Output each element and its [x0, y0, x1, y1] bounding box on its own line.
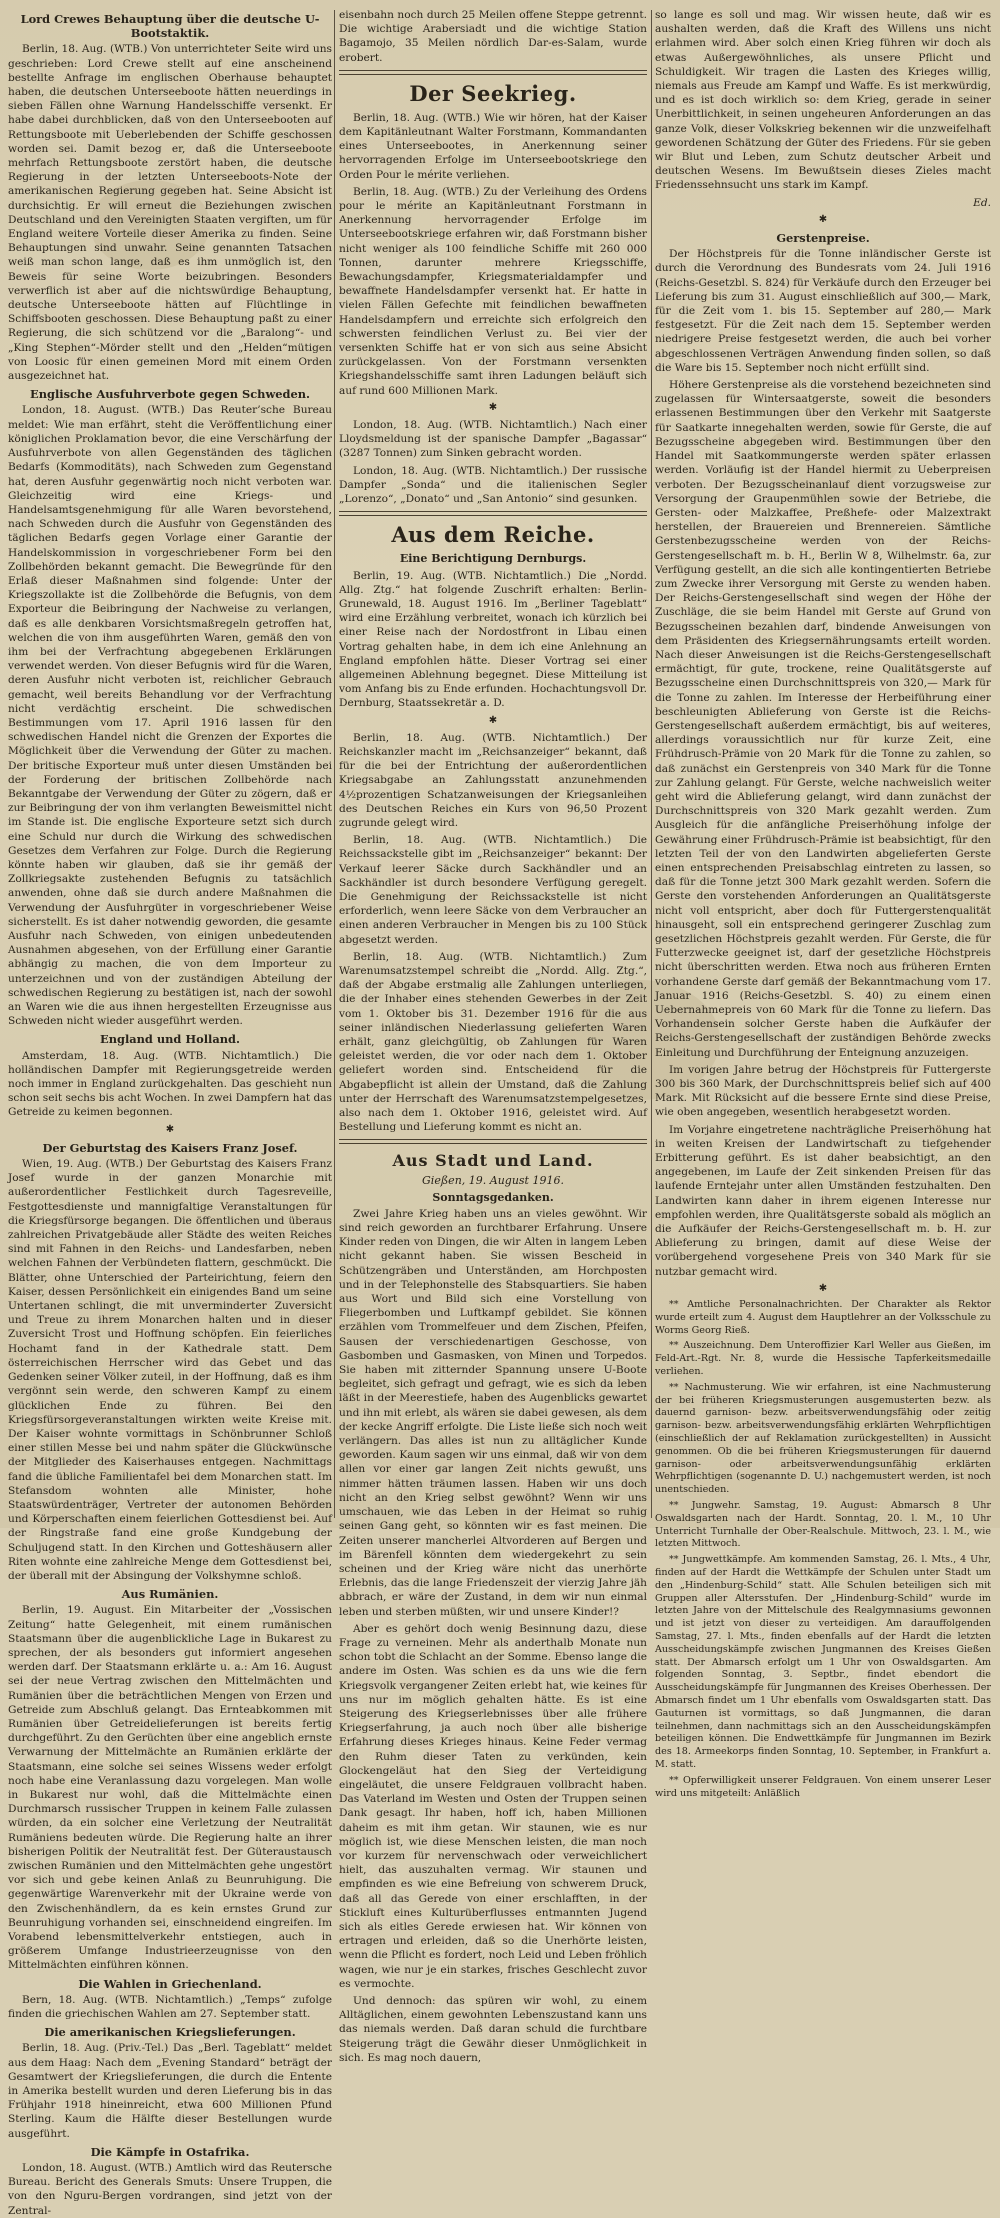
article-kriegsabgabe: Berlin, 18. Aug. (WTB. Nichtamtlich.) Der Reichskanzler macht im „Reichsanzeiger“ bekannt, daß für die bei der Entrichtung der außerordentlichen Kriegsabgabe an Zahlungsstatt anzunehmenden 4½prozentigen Schatzanweisungen der Kriegsanleihen des Deutschen Reiches ein Kurs von 96,50 Prozent zugrunde gelegt wird.	[339, 731, 647, 829]
subheadline-sonntagsgedanken: Sonntagsgedanken.	[432, 1190, 554, 1204]
article-saecke: Berlin, 18. Aug. (WTB. Nichtamtlich.) Die Reichssackstelle gibt im „Reichsanzeiger“ bekannt: Der Verkauf leerer Säcke durch Sackhändler und an Sackhändler ist durch besondere Verfügung geregelt. Die Genehmigung der Reichssackstelle ist nicht erforderlich, wenn leere Säcke von dem Verbraucher an einen anderen Verbraucher in Mengen bis zu 100 Stück abgesetzt werden.	[339, 834, 647, 946]
article-gerstenpreise-2: Höhere Gerstenpreise als die vorstehend bezeichneten sind zugelassen für Wintersaatgerste, soweit die besonders erlassenen Bestimmungen über den Verkehr mit Saatgerste für Saatkarte innegehalten werden, sowie für Gerste, die auf Bezugsscheine abgegeben wird. Bestimmungen über den Handel mit Saatkommungerste werden später erlassen werden. Vorläufig ist der Handel hiermit zu Ueberpreisen verboten. Der Bezugsscheinanlauf dient vorzugsweise zur Versorgung der Graupenmühlen sowie der Betriebe, die Gersten- oder Malzkaffee, Preßhefe- oder Malzextrakt herstellen, der Brauereien und Brennereien. Sämtliche Gerstenbezugsscheine werden von der Reichs-Gerstengesellschaft m. b. H., Berlin W 8, Wilhelmstr. 6a, zur Verfügung gestellt, an die sich alle kontingentierten Betriebe zum Zwecke ihrer Versorgung mit Gerste zu wenden haben. Der Reichs-Gerstengesellschaft sind wegen der Höhe der Zuschläge, die sie beim Handel mit Gerste auf Grund von Bezugsscheinen bezahlen darf, bindende Anweisungen von dem Präsidenten des Kriegsernährungsamts erteilt worden. Nach dieser Anweisungen ist die Reichs-Gerstengesellschaft ermächtigt, für gute, trockene, reine Qualitätsgerste auf Bezugsscheine einen Durchschnittspreis von 320,— Mark für die Tonne zu zahlen. Im Interesse der Herbeiführung einer beschleunigten Ablieferung von Gerste ist die Reichs-Gerstengesellschaft außerdem ermächtigt, bis auf weiteres, allerdings voraussichtlich nur für kurze Zeit, eine Frühdrusch-Prämie von 20 Mark für die Tonne zu zahlen, so daß zunächst ein Gerstenpreis von 340 Mark für die Tonne zur Zahlung gelangt. Für Gerste, welche nachweislich weiter geht wird die Ablieferung gelangt, wird dann zunächst der Durchschnittspreis von 320 Mark gezahlt werden. Zum Ausgleich für die anfängliche Preiserhöhung infolge der Gewährung einer Frühdrusch-Prämie ist beabsichtigt, für den letzten Teil der von den Landwirten abgelieferten Gerste einen entsprechenden Preisabschlag eintreten zu lassen, so daß für die Tonne jetzt 300 Mark gezahlt werden. Sofern die Gerste den vorstehenden Anforderungen an Qualitätsgerste nicht voll entspricht, aber doch für Futtergerstenqualität hinausgeht, soll ein entsprechend geringerer Zuschlag zum gesetzlichen Höchstpreis gezahlt werden. Für Gerste, die für Futterzwecke geeignet ist, darf der gesetzliche Höchstpreis nicht überschritten werden. Etwa noch aus früheren Ernten vorhandene Gerste darf gemäß der Bekanntmachung vom 17. Januar 1916 (Reichs-Gesetzbl. S. 40) zu einem einen Uebernahmepreis von 60 Mark für die Tonne zu liefern. Das Vorhandensein solcher Gerste haben die Aufkäufer der Reichs-Gerstengesellschaft der zuständigen Behörde zwecks Einleitung und Durchführung der Enteignung anzuzeigen.	[655, 379, 991, 1059]
headline-gerstenpreise: Gerstenpreise.	[776, 231, 870, 246]
notice-personalnachrichten: ** Amtliche Personalnachrichten. Der Charakter als Rektor wurde erteilt zum 4. August dem Hauptlehrer an der Volksschule zu Worms Georg Rieß.	[655, 1299, 991, 1336]
article-sonntagsgedanken-1: Zwei Jahre Krieg haben uns an vieles gewöhnt. Wir sind reich geworden an furchtbarer Erfahrung. Unsere Kinder reden von Dingen, die wir Alten in langem Leben nicht gekannt haben. Sie wissen Bescheid in Schützengräben und Unterständen, am Horchposten und in der Telephonstelle des Stabsquartiers. Sie haben aus Wort und Bild sich eine Vorstellung von Fliegerbomben und Luftkampf gebildet. Sie können erzählen vom Trommelfeuer und dem Zischen, Pfeifen, Sausen der verschiedenartigen Geschosse, von Gasbomben und Gasmasken, von Minen und Torpedos. Sie haben mit zitternder Spannung unsere U-Boote begleitet, sich gefragt und gefragt, wie es sich da leben läßt in der Meerestiefe, haben des Augenblicks gewartet und ihn mit erlebt, als wären sie dabei gewesen, als dem der kecke Angriff erfolgte. Die Liste ließe sich noch weit verlängern. Das alles ist nun zu alltäglicher Kunde geworden. Kaum sagen wir uns einmal, daß wir von dem allen vor einer gar langen Zeit nichts gewußt, uns nimmer hätten träumen lassen. Haben wir uns doch nicht an den Krieg selbst gewöhnt? Wenn wir uns umschauen, wie das Leben in der Heimat so ruhig seinen Gang geht, so könnten wir es fast meinen. Die Zeiten unserer mancherlei Altvorderen auf Bergen und im Bärenfell könnten dem wiedergekehrt zu sein scheinen und der Krieg wäre nicht das unerhörte Erlebnis, das die lange Friedenszeit der vierzig Jahre jäh abbrach, er wäre der Zustand, in dem wir nun einmal leben und sterben müßten, wir und unsere Kinder!?	[339, 1207, 647, 1618]
column-left	[8, 8, 332, 2217]
column-rule	[651, 10, 652, 1518]
separator-star: ✱	[488, 714, 498, 726]
notice-opferwilligkeit: ** Opferwilligkeit unserer Feldgrauen. Von einem unserer Leser wird uns mitgeteilt: Anläßlich	[655, 1774, 991, 1799]
headline-ausfuhrverbote: Englische Ausfuhrverbote gegen Schweden.	[30, 387, 310, 402]
headline-crewe: Lord Crewes Behauptung über die deutsche U-Bootstaktik.	[20, 12, 320, 41]
separator-star: ✱	[818, 213, 828, 225]
article-england-holland: Amsterdam, 18. Aug. (WTB. Nichtamtlich.) Die holländischen Dampfer mit Regierungsgetreide werden noch immer in England zurückgehalten. Das geschieht nun schon seit sechs bis acht Wochen. In zwei Dampfern hat das Getreide zu keimen begonnen.	[8, 1049, 332, 1119]
article-gerstenpreise-3: Im vorigen Jahre betrug der Höchstpreis für Futtergerste 300 bis 360 Mark, der Durchschnittspreis belief sich auf 400 Mark. Mit Rücksicht auf die bessere Ernte sind diese Preise, wie oben angegeben, wesentlich herabgesetzt worden.	[655, 1063, 991, 1119]
article-sonda: London, 18. Aug. (WTB. Nichtamtlich.) Der russische Dampfer „Sonda“ und die italienischen Segler „Lorenzo“, „Donato“ und „San Antonio“ sind gesunken.	[339, 464, 647, 506]
article-geburtstag: Wien, 19. Aug. (WTB.) Der Geburtstag des Kaisers Franz Josef wurde in der ganzen Monarchie mit außerordentlicher Festlichkeit durch Tagesreveille, Festgottesdienste und mannigfaltige Veranstaltungen für die Kriegsfürsorge begangen. Die öffentlichen und überaus zahlreichen Privatgebäude aller Städte des weiten Reiches sind mit Fahnen in den Reichs- und Landesfarben, neben welchen Fahnen der Verbündeten flattern, geschmückt. Die Blätter, ohne Unterschied der Parteirichtung, feiern den Kaiser, dessen Persönlichkeit ein einigendes Band um seine Untertanen schlingt, die mit unverminderter Zuversicht und Treue zu ihrem Monarchen halten und in dieser Zuversicht Trost und Hoffnung schöpfen. Ein feierliches Hochamt fand in der Kathedrale statt. Dem österreichischen Herrscher wird das Gebet und das Gedenken seiner Völker zuteil, in der Hoffnung, daß es ihm vergönnt sein werde, den schweren Kampf zu einem glücklichen Ende zu führen. Bei den Kriegsfürsorgeveranstaltungen wirkten weite Kreise mit. Der Kaiser wohnte vormittags in Schönbrunner Schloß einer stillen Messe bei und nahm später die Glückwünsche der Mitglieder des Kaiserhauses entgegen. Nachmittags fand die übliche Familientafel bei dem Monarchen statt. Im Stefansdom wohnten alle Minister, hohe Staatswürdenträger, Vertreter der autonomen Behörden und Körperschaften einem feierlichen Gottesdienst bei. Auf der Ringstraße fand eine große Kundgebung der Schuljugend statt. In den Kirchen und Gotteshäusern aller Riten wohnte eine zahlreiche Menge dem Gottesdienst bei, der überall mit der Absingung der Volkshymne schloß.	[8, 1158, 332, 1582]
section-rule	[339, 70, 647, 75]
headline-england-holland: England und Holland.	[100, 1032, 240, 1047]
notice-nachmusterung: ** Nachmusterung. Wie wir erfahren, ist eine Nachmusterung der bei früheren Kriegsmusterungen ausgemusterten bezw. als dauernd garnison- bezw. arbeitsverwendungsfähig oder zeitig garnison- bezw. arbeitsverwendungsfähig erklärten Wehrpflichtigen (einschließlich der auf Reklamation zurückgestellten) in Aussicht genommen. Ob die bei früheren Kriegsmusterungen für dauernd garnison- oder arbeitsverwendungsunfähig erklärten Wehrpflichtigen (sogenannte D. U.) nachgemustert werden, ist noch unentschieden.	[655, 1381, 991, 1496]
section-rule	[339, 1139, 647, 1144]
article-warenumsatzstempel: Berlin, 18. Aug. (WTB. Nichtamtlich.) Zum Warenumsatzstempel schreibt die „Nordd. Allg. Ztg.“, daß der Abgabe erstmalig alle Zahlungen unterliegen, die der Inhaber eines stehenden Gewerbes in der Zeit vom 1. Oktober bis 31. Dezember 1916 für die aus seiner inländischen Niederlassung gelieferten Waren erhält, ganz gleichgültig, ob Zahlungen für Waren geleistet werden, die vor oder nach dem 1. Oktober geliefert worden sind. Entscheidend für die Abgabepflicht ist allein der Umstand, daß die Zahlung unter der Herrschaft des Warenumsatzstempelgesetzes, also nach dem 1. Oktober 1916, geleistet wird. Auf Bestellung und Lieferung kommt es nicht an.	[339, 950, 647, 1134]
article-rumaenien: Berlin, 19. August. Ein Mitarbeiter der „Vossischen Zeitung“ hatte Gelegenheit, mit einem rumänischen Staatsmann über die augenblickliche Lage in Bukarest zu sprechen, der als besonders gut informiert angesehen werden darf. Der Staatsmann erklärte u. a.: Am 16. August sei der neue Vertrag zwischen den Mittelmächten und Rumänien über die beträchtlichen Mengen von Erzen und Getreide zum Abschluß gelangt. Das Ernteabkommen mit Rumänien über Getreidelieferungen ist bereits fertig durchgeführt. Zu den Gerüchten über eine angeblich ernste Verwarnung der Mittelmächte an Rumänien erklärte der Staatsmann, eine solche sei seines Wissens weder erfolgt noch habe eine Veranlassung dazu vorgelegen. Man wolle in Bukarest nur wohl, daß die Mittelmächte einen Durchmarsch russischer Truppen in keinem Falle zulassen würden, da ein solcher eine Verletzung der Neutralität Rumäniens bedeuten würde. Die Regierung halte an ihrer bisherigen Politik der Neutralität fest. Der Güteraustausch zwischen Rumänien und den Mittelmächten gehe ungestört vor sich und gebe keinen Anlaß zu Beunruhigung. Die gegenwärtige Warenverkehr mit der Ukraine werde von den Zwischenhändlern, da es kein ernstes Grund zur Beunruhigung vorhanden sei, einschneidend eingreifen. Im Vorabend lebensmittelverkehr entstiegen, auch in größerem Umfange Industrieerzeugnisse von den Mittelmächten einführen können.	[8, 1604, 332, 1972]
article-forstmann-detail: Berlin, 18. Aug. (WTB.) Zu der Verleihung des Ordens pour le mérite an Kapitänleutnant Forstmann in Anerkennung hervorragender Erfolge im Unterseebootskriege erfahren wir, daß Forstmann bisher nicht weniger als 100 feindliche Schiffe mit 260 000 Tonnen, darunter mehrere Kriegsschiffe, Bewachungsdampfer, Kriegsmaterialdampfer und bewaffnete Handelsdampfer versenkt hat. Er hatte in vielen Fällen Gefechte mit feindlichen bewaffneten Handelsdampfern und erreichte sich erfolgreich den schwersten feindlichen Verlust zu. Bei vier der versenkten Schiffe hat er von sich aus seine Absicht zurückgelassen. Von der Forstmann versenkten Kriegshandelsschiffe samt ihren Ladungen beläuft sich auf rund 600 Millionen Mark.	[339, 185, 647, 397]
article-gerstenpreise-1: Der Höchstpreis für die Tonne inländischer Gerste ist durch die Verordnung des Bundesrats vom 24. Juli 1916 (Reichs-Gesetzbl. S. 824) für Verkäufe durch den Erzeuger bei Lieferung bis zum 31. August einschließlich auf 300,— Mark, für die Zeit vom 1. bis 15. September auf 280,— Mark festgesetzt. Für die Zeit nach dem 15. September werden niedrigere Preise festgesetzt werden, die auch bei vorher abgeschlossenen Verträgen Anwendung finden sollen, so daß die Ware bis 15. September noch nicht erfüllt sind.	[655, 248, 991, 374]
article-sonntagsgedanken-2: Aber es gehört doch wenig Besinnung dazu, diese Frage zu verneinen. Mehr als anderthalb Monate nun schon tobt die Schlacht an der Somme. Ebenso lange die andere im Osten. Was schien es da uns wie die fern Kriegsvolk vergangener Zeiten erlebt hat, wie keines für uns nur im möglich gehalten hätte. Es ist eine Steigerung des Kriegserlebnisses über alle frühere Kriegserfahrung, ja auch noch über alle bisherige Erfahrung dieses Krieges hinaus. Keine Feder vermag den Ruhm dieser Taten zu verkünden, kein Glockengeläut hat den Sieg der Verteidigung eingeläutet, die unsere Feldgrauen vollbracht haben. Das Vaterland im Westen und Osten der Truppen seinen Dank gesagt. Ihr haben, hoff ich, haben Millionen daheim es mit ihm getan. Wir staunen, wie es nur möglich ist, wie diese Menschen leisten, die man noch vor kurzem für nervenschwach oder verweichlichert hielt, das auszuhalten vermag. Wir staunen und empfinden es wie eine Befreiung von schwerem Druck, daß all das Gerede von einer erschlafften, in der Stickluft eines Kulturüberflusses entmannten Jugend sich als eitles Gerede erwiesen hat. Wir können von ertragen und erleiden, daß so die Unerhörte leisten, wenn die Pflicht es fordert, noch Leid und Leben fröhlich wagen, wie nur je ein starkes, frisches Geschlecht zuvor es vermochte.	[339, 1622, 647, 1990]
separator-star: ✱	[818, 1282, 828, 1294]
headline-kriegslieferungen: Die amerikanischen Kriegslieferungen.	[44, 2025, 296, 2040]
article-griechenland: Bern, 18. Aug. (WTB. Nichtamtlich.) „Temps“ zufolge finden die griechischen Wahlen am 27. September statt.	[8, 1993, 332, 2021]
headline-stadt-land: Aus Stadt und Land.	[392, 1151, 594, 1171]
subheadline-dernburg: Eine Berichtigung Dernburgs.	[399, 552, 587, 566]
article-sonntagsgedanken-cont: so lange es soll und mag. Wir wissen heute, daß wir es aushalten werden, daß die Kraft des Willens uns nicht erlahmen wird. Aber solch einen Krieg führen wir doch als etwas Außergewöhnliches, als unsere Pflicht und Schuldigkeit. Wir tragen die Lasten des Krieges willig, niemals aus Freude am Kampf und Waffe. Es ist merkwürdig, und es ist doch wirklich so: dem Krieg, gerade in seiner Unerbittlichkeit, in seinen ungeheuren Anforderungen an das ganze Volk, dieser Volkskrieg bekennen wir die unzweifelhaft gewordenen Schätzung der Güter des Friedens. Für sie geben wir Blut und Leben, zum Schutz deutscher Arbeit und deutschen Wesens. Im Bewußtsein dieses Zieles macht Friedenssehnsucht uns stark im Kampf.	[655, 9, 991, 192]
column-rule	[334, 10, 335, 1518]
dateline-giessen: Gießen, 19. August 1916.	[422, 1174, 564, 1188]
headline-ostafrika: Die Kämpfe in Ostafrika.	[90, 2144, 250, 2159]
article-forstmann: Berlin, 18. Aug. (WTB.) Wie wir hören, hat der Kaiser dem Kapitänleutnant Walter Forstmann, Kommandanten eines Unterseebootes, in Anerkennung seiner hervorragenden Erfolge im Unterseebootskriege den Orden Pour le mérite verliehen.	[339, 111, 647, 181]
headline-seekrieg: Der Seekrieg.	[409, 80, 577, 106]
article-crewe: Berlin, 18. Aug. (WTB.) Von unterrichteter Seite wird uns geschrieben: Lord Crewe stellt auf eine anscheinend bestellte Anfrage im englischen Oberhause behauptet haben, die deutschen Unterseeboote hätten neuerdings in sieben Fällen ohne Warnung Handelsschiffe versenkt. Er habe dabei durchblicken, daß von den Unterseebooten auf Rettungsboote mit Ueberlebenden der Schiffe geschossen worden sei. Damit bezog er, daß die Unterseeboote mehrfach Rettungsboote zerstört haben, die deutsche Regierung in der letzten Unterseeboots-Note der amerikanischen Regierung gegeben hat. Seine Absicht ist durchsichtig. Er will erneut die Beziehungen zwischen Deutschland und den Vereinigten Staaten vergiften, um für England weitere Vorteile dieser Amerika zu finden. Seine Behauptungen sind unwahr. Seine genannten Tatsachen weiß man schon lange, daß es ihm unmöglich ist, den Beweis für seine Worte beizubringen. Besonders verwerflich ist aber auf die nichtswürdige Behauptung, deutsche Unterseeboote hätten auf Flüchtlinge in Schiffsbooten geschossen. Diese Behauptung paßt zu einer Regierung, die sich schützend vor die „Baralong“- und „King Stephen“-Mörder stellt und den „Helden“mütigen von Loosic für einen gemeinen Mord mit einem Orden ausgezeichnet hat.	[8, 43, 332, 383]
separator-star: ✱	[488, 401, 498, 413]
article-gerstenpreise-4: Im Vorjahre eingetretene nachträgliche Preiserhöhung hat in weiten Kreisen der Landwirtschaft zu tiefgehender Erbitterung geführt. Es ist daher beabsichtigt, an den angegebenen, im Laufe der Zeit sinkenden Preisen für das laufende Erntejahr unter allen Umständen festzuhalten. Den Landwirten kann daher in ihrem eigenen Interesse nur empfohlen werden, ihre Qualitätsgerste sobald als möglich an die Aufkäufer der Reichs-Gerstengesellschaft m. b. H. zur Ablieferung zu bringen, damit auf diese Weise der vorübergehend vorgesehene Preis von 340 Mark für sie nutzbar gemacht wird.	[655, 1123, 991, 1278]
article-kriegslieferungen: Berlin, 18. Aug. (Priv.-Tel.) Das „Berl. Tageblatt“ meldet aus dem Haag: Nach dem „Evening Standard“ beträgt der Gesamtwert der Kriegslieferungen, die durch die Entente in Amerika bestellt wurden und deren Lieferung bis in das Frühjahr 1918 hineinreicht, etwa 600 Millionen Pfund Sterling. Kaum die Hälfte dieser Bestellungen wurde ausgeführt.	[8, 2042, 332, 2140]
column-middle	[339, 8, 647, 2064]
article-sonntagsgedanken-3: Und dennoch: das spüren wir wohl, zu einem Alltäglichen, einem gewohnten Lebenszustand kann uns das niemals werden. Daß daran schuld die furchtbare Steigerung trägt die Gewähr dieser Unmöglichkeit in sich. Es mag noch dauern,	[339, 1995, 647, 2064]
separator-star: ✱	[165, 1123, 175, 1135]
headline-rumaenien: Aus Rumänien.	[121, 1587, 219, 1602]
article-ostafrika-cont: eisenbahn noch durch 25 Meilen offene Steppe getrennt. Die wichtige Arabersiadt und die wichtige Station Bagamojo, 35 Meilen nördlich Dar-es-Salam, wurde erobert.	[339, 9, 647, 64]
section-rule	[339, 511, 647, 516]
notice-jungwettkaempfe: ** Jungwettkämpfe. Am kommenden Samstag, 26. l. Mts., 4 Uhr, finden auf der Hardt die Wettkämpfe der Schulen unter Stadt um den „Hindenburg-Schild“ statt. Alle Schulen beteiligen sich mit Gruppen aller Altersstufen. Der „Hindenburg-Schild“ wurde im letzten Jahre von der Mittelschule des Realgymnasiums gewonnen und ist jetzt von dieser zu verteidigen. Am darauffolgenden Samstag, 27. l. Mts., finden ebenfalls auf der Hardt die letzten Ausscheidungskämpfe zwischen Jungmannen des Kreises Gießen statt. Der Abmarsch erfolgt um 1 Uhr von Oswaldsgarten. Am folgenden Sonntag, 3. Septbr., findet ebendort die Ausscheidungskämpfe für Jungmannen des Kreises Oberhessen. Der Abmarsch findet um 1 Uhr ebenfalls vom Oswaldsgarten statt. Das Gauturnen ist vormittags, so daß Jungmannen, die daran teilnehmen, dann nachmittags sich an den Ausscheidungskämpfen beteiligen können. Die Endwettkämpfe für Jungmannen im Bezirk des 18. Armeekorps finden Sonntag, 10. September, in Frankfurt a. M. statt.	[655, 1554, 991, 1770]
notice-auszeichnung: ** Auszeichnung. Dem Unteroffizier Karl Weller aus Gießen, im Feld-Art.-Rgt. Nr. 8, wurde die Hessische Tapferkeitsmedaille verliehen.	[655, 1340, 991, 1378]
headline-reiche: Aus dem Reiche.	[391, 522, 595, 548]
signature: Ed.	[973, 196, 991, 209]
notice-jungwehr: ** Jungwehr. Samstag, 19. August: Abmarsch 8 Uhr Oswaldsgarten nach der Hardt. Sonntag, 20. l. M., 10 Uhr Unterricht Turnhalle der Ober-Realschule. Mittwoch, 23. l. M., wie letzten Mittwoch.	[655, 1500, 991, 1550]
article-bagassar: London, 18. Aug. (WTB. Nichtamtlich.) Nach einer Lloydsmeldung ist der spanische Dampfer „Bagassar“ (3287 Tonnen) zum Sinken gebracht worden.	[339, 419, 647, 460]
article-ostafrika: London, 18. August. (WTB.) Amtlich wird das Reutersche Bureau. Bericht des Generals Smuts: Unsere Truppen, die von den Nguru-Bergen vordrangen, sind jetzt von der Zentral-	[8, 2162, 332, 2217]
article-dernburg: Berlin, 19. Aug. (WTB. Nichtamtlich.) Die „Nordd. Allg. Ztg.“ hat folgende Zuschrift erhalten: Berlin-Grunewald, 18. August 1916. Im „Berliner Tageblatt“ wird eine Erzählung verbreitet, wonach ich kürzlich bei einer Reise nach der Nordostfront in Libau einen Vortrag gehalten habe, in dem ich eine Anlehnung an England empfohlen hätte. Dieser Vortrag sei einer allgemeinen Ablehnung begegnet. Diese Mitteilung ist vom Anfang bis zu Ende erfunden. Hochachtungsvoll Dr. Dernburg, Staatssekretär a. D.	[339, 569, 647, 710]
headline-geburtstag: Der Geburtstag des Kaisers Franz Josef.	[42, 1140, 298, 1155]
headline-griechenland: Die Wahlen in Griechenland.	[78, 1976, 262, 1991]
column-right	[655, 8, 991, 1799]
article-ausfuhrverbote: London, 18. August. (WTB.) Das Reuter’sche Bureau meldet: Wie man erfährt, steht die Veröffentlichung einer königlichen Proklamation bevor, die eine Verschärfung der Ausfuhrverbote von allen Gegenständen des täglichen Bedarfs (Kommoditäts), nach Schweden zum Gegenstand hat, deren Ausfuhr gegenwärtig noch nicht verboten war. Gleichzeitig wird eine Kriegs- und Handelsamtsgenehmigung für alle Waren bevorstehend, nach Schweden durch die Ausfuhr von Gegenständen des täglichen Bedarfs gegen Vorlage einer Garantie der Handelskommission in vorgeschriebener Form bei den Zollbehörden bekannt gemacht. Die Bewegründe für den Erlaß dieser Maßnahmen sind folgende: Unter der Kriegszollakte ist die Zollbehörde die Befugnis, von dem Exporteur die Beibringung der Nachweise zu verlangen, daß es alle denkbaren Vorsichtsmaßregeln getroffen hat, welchen die von ihm ausgeführten Waren, gemäß den von ihm bei der Verfrachtung abgegebenen Erklärungen verwendet werden. Von dieser Befugnis wird für die Waren, deren Ausfuhr nicht verboten ist, reichlicher Gebrauch gemacht, weil bereits Behandlung vor der Verfrachtung nicht verdächtig erscheint. Die schwedischen Bestimmungen vom 17. April 1916 lassen für den schwedischen Handel nicht die Grenzen der Exportes die Möglichkeit über die Verwendung der Güter zu machen. Der britische Exporteur muß unter diesen Umständen bei der Forderung der britischen Zollbehörde nach Bekanntgabe der Verwendung der Güter zu zögern, daß er zur Beibringung der von ihm verlangten Beweismittel nicht im Stande ist. Die englische Exporteure setzt sich durch eine Schuld nur durch die Wirkung des schwedischen Gesetzes dem Verfahren zur Folge. Durch die Regierung könnte haben wir glauben, daß sie ihr gemäß der Zollkriegsakte zustehenden Befugnis zu tatsächlich anwenden, ohne daß sie durch andere Maßnahmen die Verwendung der Ausfuhrgüter in vorgeschriebener Weise sicherstellt. Es ist daher notwendig geworden, die gesamte Ausfuhr nach Schweden, von einigen unbedeutenden Ausnahmen abgesehen, von der Erfüllung einer Garantie abhängig zu machen, die von dem Importeur zu unterzeichnen und von der zuständigen Abteilung der schwedischen Regierung zu bestätigen ist, nach der sowohl an Waren wie die aus ihnen hergestellten Erzeugnisse aus Schweden nicht wieder ausgeführt werden.	[8, 404, 332, 1028]
